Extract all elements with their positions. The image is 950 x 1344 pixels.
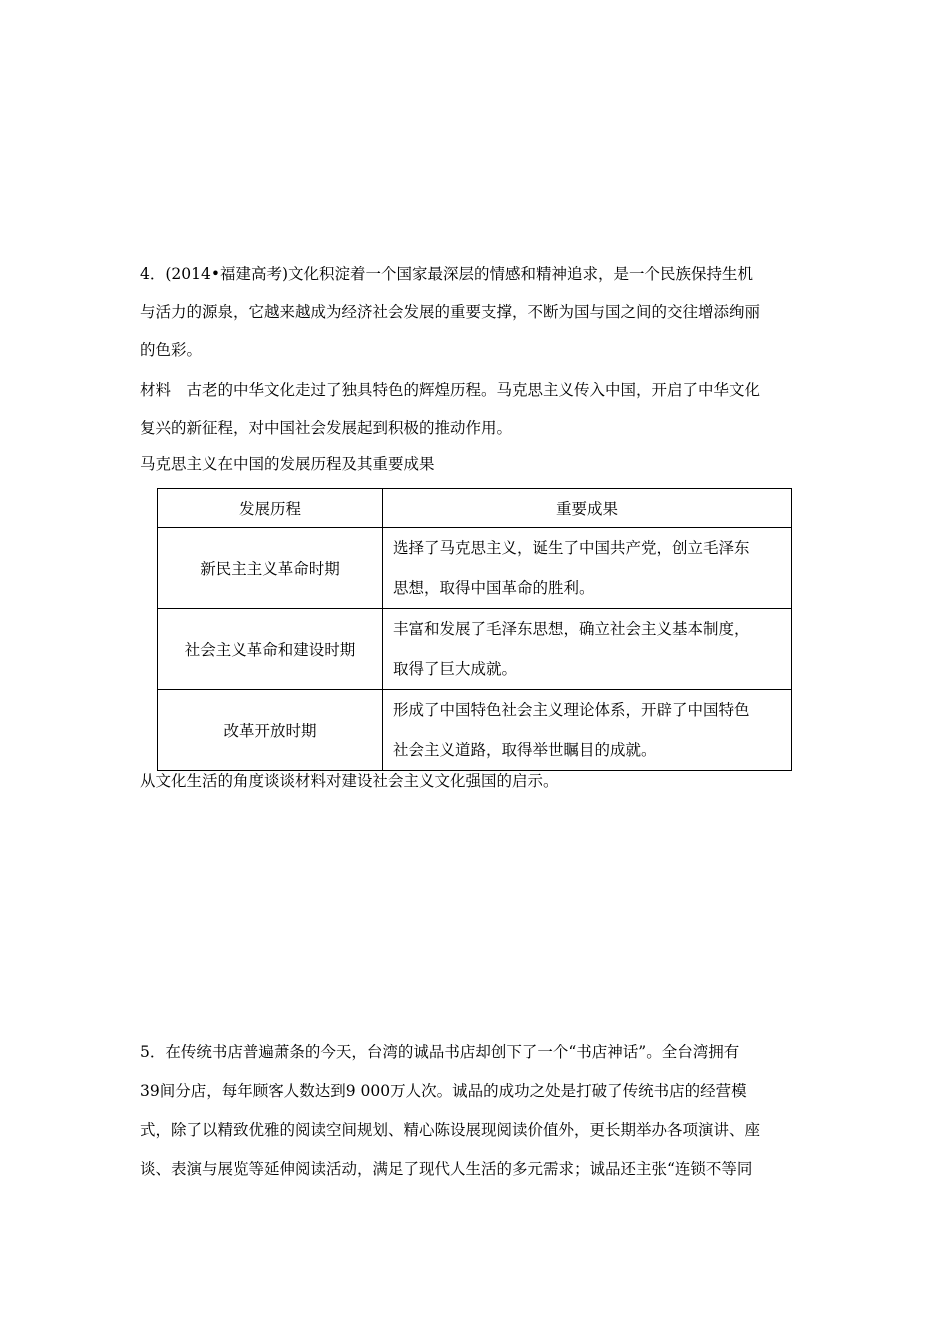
question-4-material: [140, 371, 820, 447]
question-5-stem: [140, 1033, 820, 1189]
question-4-line: 与活力的源泉，它越来越成为经济社会发展的重要支撑，不断为国与国之间的交往增添绚丽: [140, 303, 761, 321]
result-line: 思想，取得中国革命的胜利。: [393, 579, 595, 597]
material-line: 材料 古老的中华文化走过了独具特色的辉煌历程。马克思主义传入中国，开启了中华文化: [140, 381, 761, 399]
table-cell-period: 新民主主义革命时期: [158, 528, 383, 609]
table-header-period: 发展历程: [158, 489, 383, 528]
question-4-line: 4．(2014•福建高考)文化积淀着一个国家最深层的情感和精神追求，是一个民族保持生机: [140, 265, 754, 283]
question-4-stem: [140, 255, 820, 369]
result-line: 取得了巨大成就。: [393, 660, 518, 678]
result-line: 丰富和发展了毛泽东思想，确立社会主义基本制度，: [393, 620, 750, 638]
table-header-row: [158, 489, 792, 528]
table-cell-result: [383, 609, 792, 690]
question-4-prompt: 从文化生活的角度谈谈材料对建设社会主义文化强国的启示。: [140, 772, 559, 790]
table-caption: 马克思主义在中国的发展历程及其重要成果: [140, 455, 435, 473]
question-4-line: 的色彩。: [140, 341, 203, 359]
question-5-line: 谈、表演与展览等延伸阅读活动，满足了现代人生活的多元需求；诚品还主张“连锁不等同: [140, 1160, 753, 1178]
table-row: [158, 609, 792, 690]
table-cell-period: 改革开放时期: [158, 690, 383, 771]
question-5-line: 式，除了以精致优雅的阅读空间规划、精心陈设展现阅读价值外，更长期举办各项演讲、座: [140, 1121, 761, 1139]
table-row: [158, 528, 792, 609]
question-5-line: 39间分店，每年顾客人数达到9 000万人次。诚品的成功之处是打破了传统书店的经营模: [140, 1082, 747, 1100]
question-5-line: 5．在传统书店普遍萧条的今天，台湾的诚品书店却创下了一个“书店神话”。全台湾拥有: [140, 1043, 740, 1061]
material-line: 复兴的新征程，对中国社会发展起到积极的推动作用。: [140, 419, 513, 437]
result-line: 社会主义道路，取得举世瞩目的成就。: [393, 741, 657, 759]
table-cell-period: 社会主义革命和建设时期: [158, 609, 383, 690]
table-cell-result: [383, 690, 792, 771]
table-row: [158, 690, 792, 771]
marxism-development-table: [157, 488, 792, 771]
table-header-result: 重要成果: [383, 489, 792, 528]
result-line: 选择了马克思主义，诞生了中国共产党，创立毛泽东: [393, 539, 750, 557]
result-line: 形成了中国特色社会主义理论体系，开辟了中国特色: [393, 701, 750, 719]
table-cell-result: [383, 528, 792, 609]
